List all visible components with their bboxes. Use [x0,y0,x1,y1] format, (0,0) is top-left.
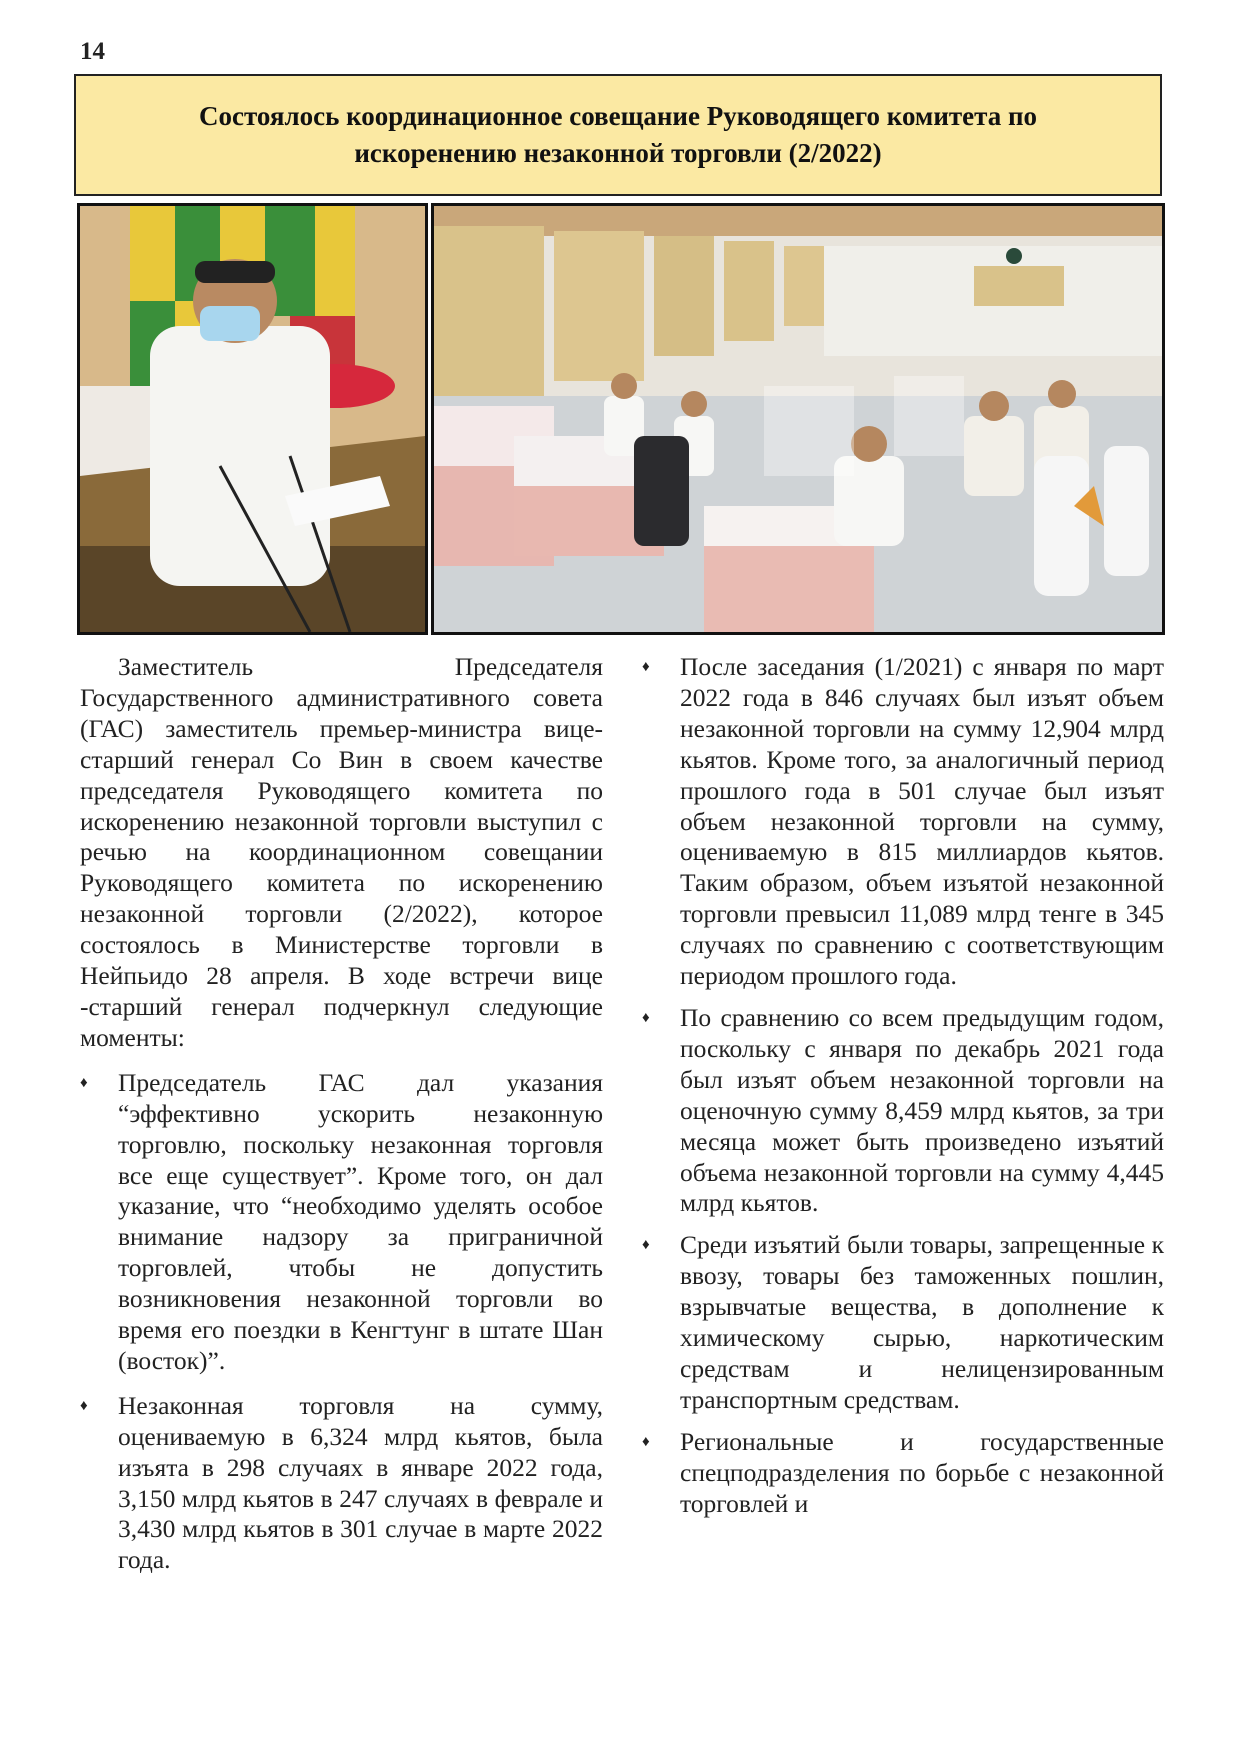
bullet-text: Председатель ГАС дал указания “эффективно ускорить незаконную торговлю, поскольку незаконная торговля все еще существует”. Кроме того, он дал указание, что “необходимо уделять особое внимание надзору за приграничной торговлей, чтобы не допустить возникновения незаконной торговли во время его поездки в Кенгтунг в штате Шан (восток)”. [118,1067,603,1375]
bullet-text: Незаконная торговля на сумму, оцениваемую в 6,324 млрд кьятов, была изъята в 298 случаях в январе 2022 года, 3,150 млрд кьятов в 247 случаях в феврале и 3,430 млрд кьятов в 301 случае в марте 2022 года. [118,1390,603,1575]
bullet-item [642,1230,1164,1415]
speaker-illustration [80,206,425,632]
bullet-text: Среди изъятий были товары, запрещенные к ввозу, товары без таможенных пошлин, взрывчатые вещества, в дополнение к химическому сырью, наркотическим средствам и нелицензированным транспортным средствам. [680,1230,1164,1414]
meeting-hall-illustration [434,206,1162,632]
intro-paragraph: Заместитель Председателя Государственного административного совета (ГАС) заместитель премьер-министра вице-старший генерал Со Вин в своем качестве председателя Руководящего комитета по искоренению незаконной торговли выступил с речью на координационном совещании Руководящего комитета по искоренению незаконной торговли (2/2022), которое состоялось в Министерстве торговли в Нейпьидо 28 апреля. В ходе встречи вице -старший генерал подчеркнул следующие моменты: [80,652,603,1052]
bullet-item [642,1427,1164,1520]
diamond-bullet-icon: ♦ [642,1433,650,1450]
article-title-box [74,74,1162,196]
bullet-text: По сравнению со всем предыдущим годом, поскольку с января по декабрь 2021 года был изъят объем незаконной торговли на оценочную сумму 8,459 млрд кьятов, за три месяца может быть произведено изъятий объема незаконной торговли на сумму 4,445 млрд кьятов. [680,1002,1164,1218]
article-title-line-1: Состоялось координационное совещание Руководящего комитета по [198,101,1038,131]
diamond-bullet-icon: ♦ [80,1074,88,1091]
article-title-line-2: искоренению незаконной торговли (2/2022) [354,138,882,168]
bullet-item [80,1068,603,1377]
bullet-item [80,1391,603,1576]
bullet-text: После заседания (1/2021) с января по март 2022 года в 846 случаях был изъят объем незаконной торговли на сумму 12,904 млрд кьятов. Кроме того, за аналогичный период прошлого года в 501 случае был изъят объем незаконной торговли на сумму, оцениваемую в 815 миллиардов кьятов. Таким образом, объем изъятой незаконной торговли превысил 11,089 млрд тенге в 345 случаях по сравнению с соответствующим периодом прошлого года. [680,652,1164,991]
bullet-text: Региональные и государственные спецподразделения по борьбе с незаконной торговлей и [680,1426,1164,1518]
bullet-item [642,1003,1164,1219]
bullet-item [642,652,1164,992]
diamond-bullet-icon: ♦ [642,659,650,675]
photo-meeting-hall [431,203,1165,635]
diamond-bullet-icon: ♦ [642,1237,650,1254]
diamond-bullet-icon: ♦ [80,1397,88,1414]
page-number: 14 [80,38,105,65]
right-text-column [642,652,1164,1519]
left-text-column [80,652,603,1576]
photo-speaker-at-podium [77,203,428,635]
diamond-bullet-icon: ♦ [642,1009,650,1026]
